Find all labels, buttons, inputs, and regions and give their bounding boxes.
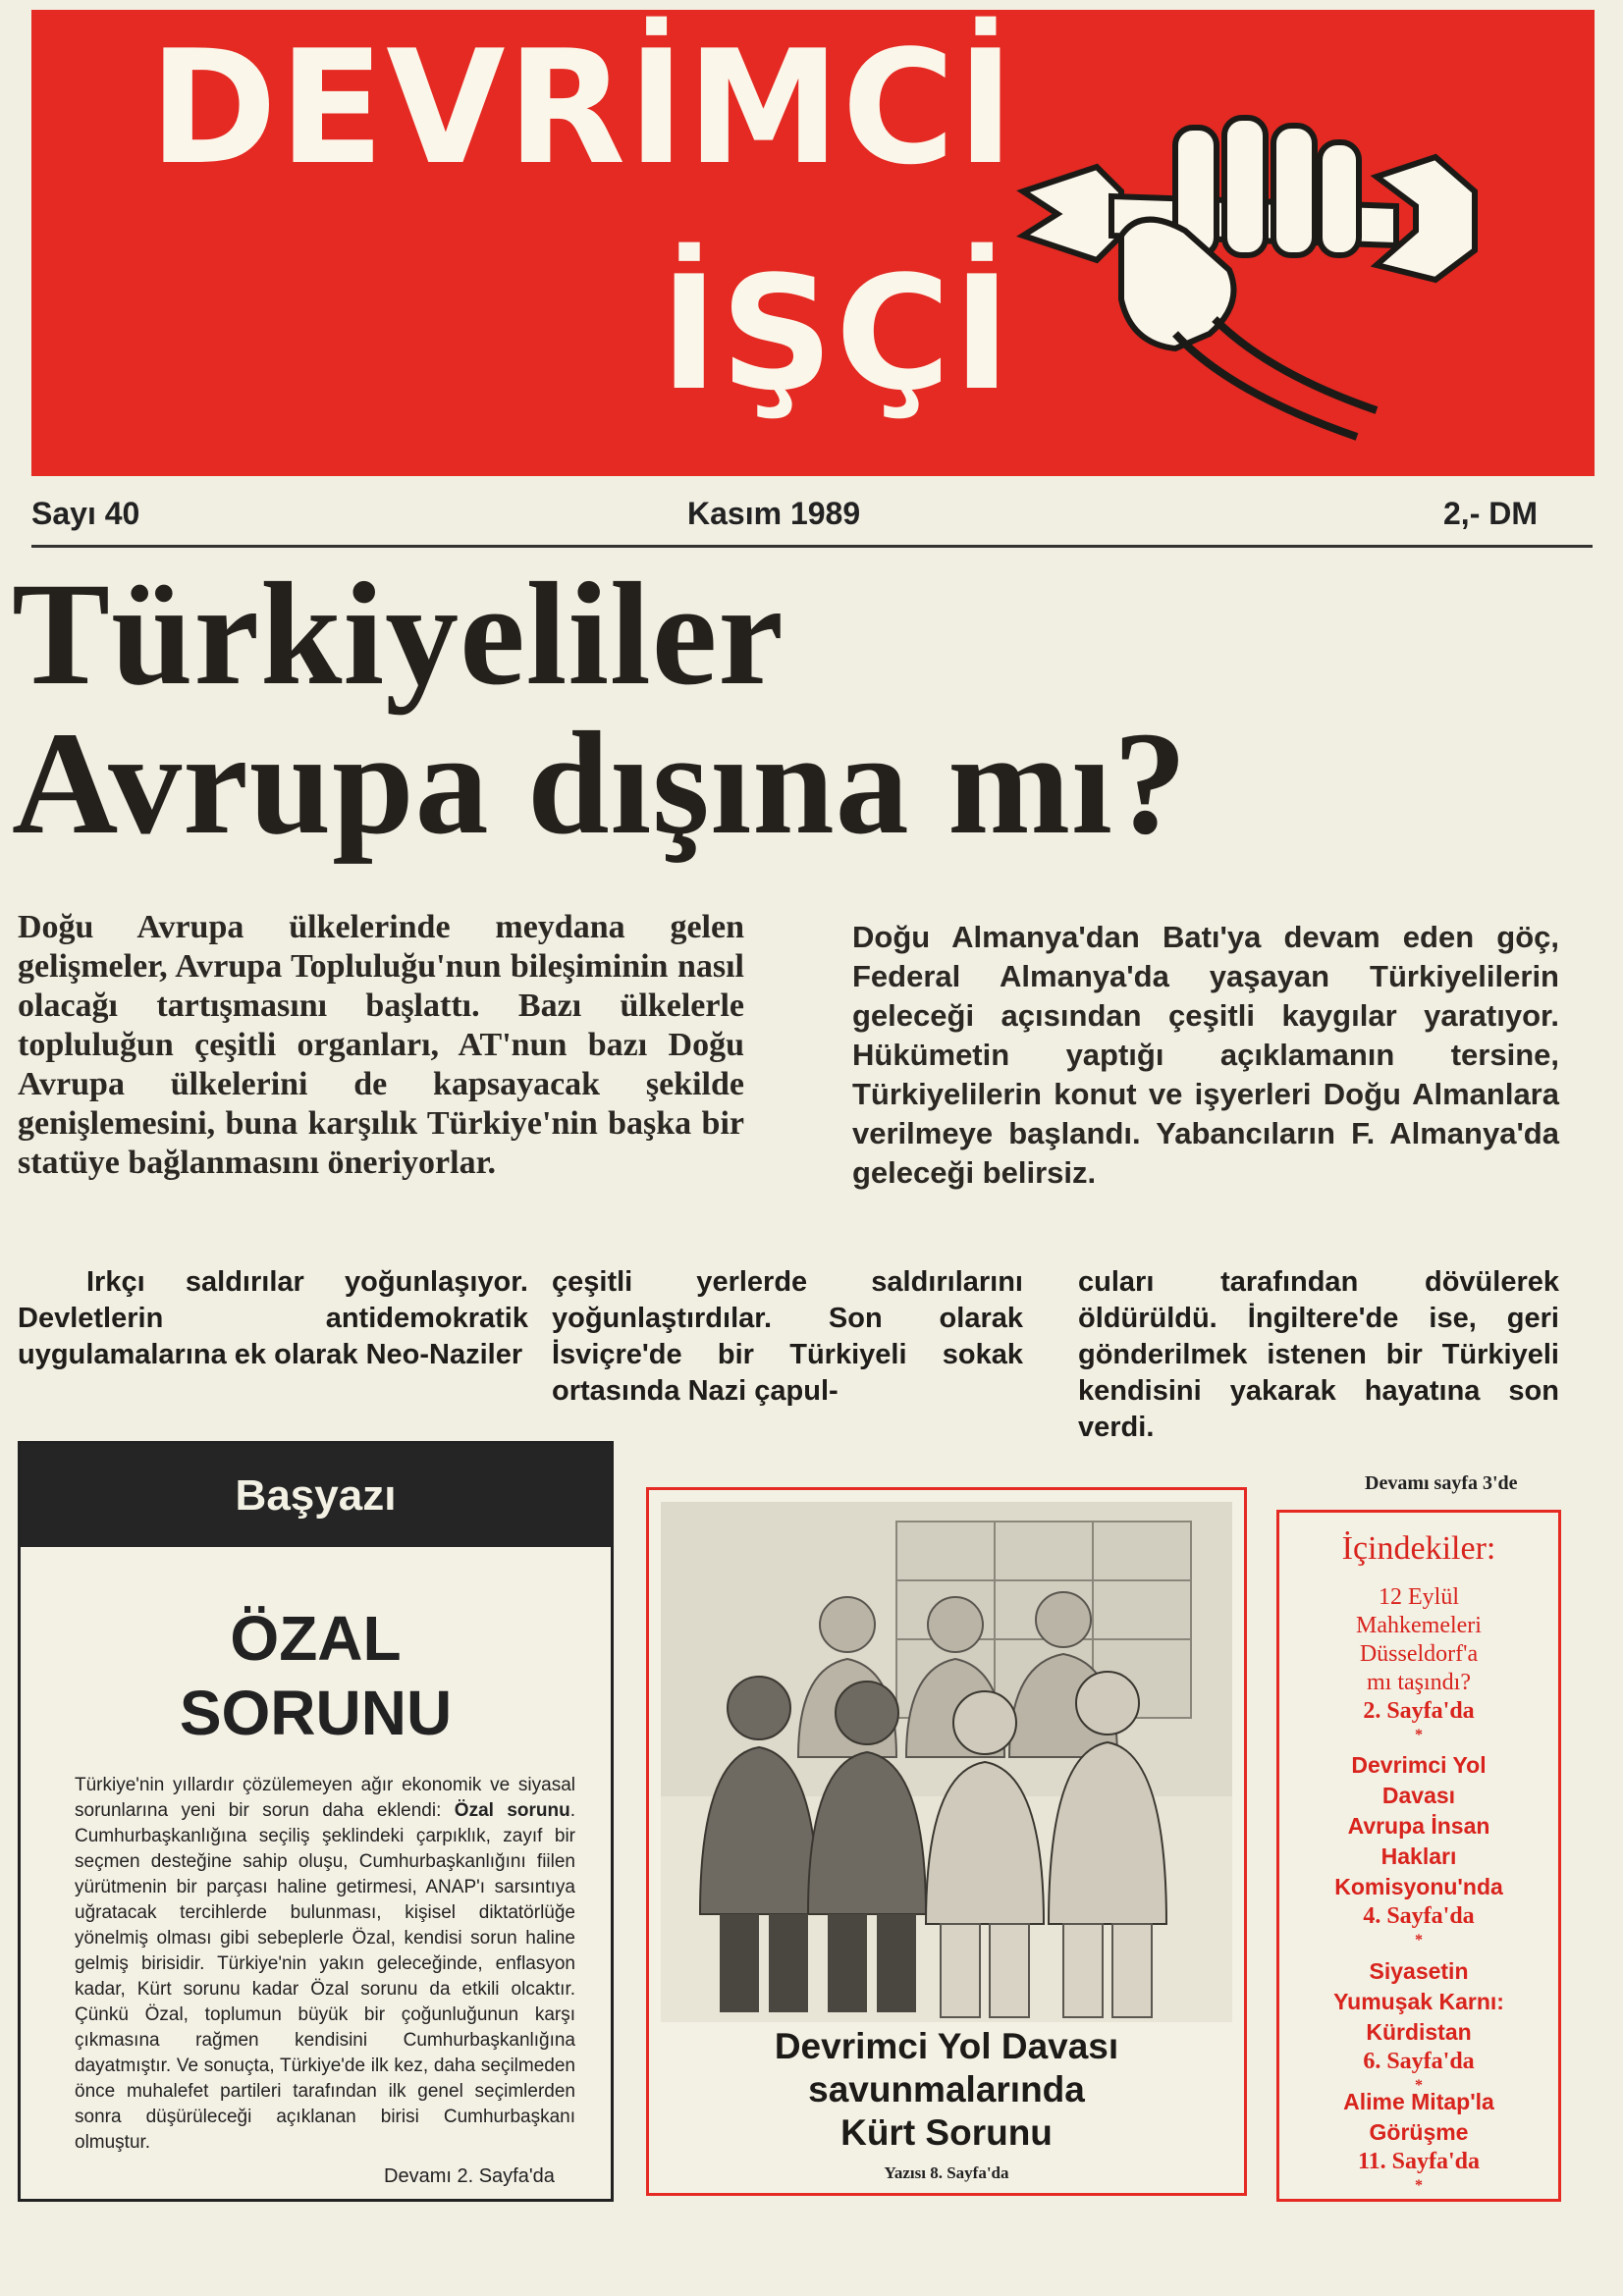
headline-line2: Avrupa dışına mı? [12,702,1188,865]
editorial-body-emphasis: Özal sorunu [454,1800,570,1821]
masthead-title-line2: İŞÇİ [660,241,1013,425]
main-headline [12,553,1288,865]
contents-separator: * [1415,1727,1423,1743]
contents-item-1 [1279,1583,1558,1745]
contents-item-line: Hakları [1380,1843,1457,1869]
contents-item-page: 6. Sayfa'da [1363,2049,1475,2074]
photo-feature-box [646,1487,1247,2196]
divider-rule [31,545,1593,548]
issue-number: Sayı 40 [31,496,140,531]
contents-item-line: Alime Mitap'la [1343,2089,1494,2114]
editorial-continued-note: Devamı 2. Sayfa'da [384,2165,555,2187]
lead-paragraph-right: Doğu Almanya'dan Batı'ya devam eden göç, Federal Almanya'da yaşayan Türkiyelilerin geleceği açısından çeşitli kaygılar yaratıyor. Hükümetin yaptığı açıklamanın tersine, Türkiyelilerin konut ve işyerleri Doğu Almanlara verilmeye başlandı. Yabancıların F. Almanya'da geleceği belirsiz. [852,920,1559,1190]
editorial-box [18,1441,614,2202]
contents-separator: * [1415,2077,1423,2094]
editorial-body [75,1773,575,2156]
contents-item-line: Yumuşak Karnı: [1333,1989,1504,2014]
masthead [31,10,1595,476]
contents-item-line: Kürdistan [1366,2019,1472,2045]
photo-caption-line3: Kürt Sorunu [840,2112,1053,2153]
editorial-title-line2: SORUNU [179,1678,453,1748]
contents-box [1276,1510,1561,2202]
photo-page-reference: Yazısı 8. Sayfa'da [884,2163,1009,2182]
story-column-2: çeşitli yerlerde saldırılarını yoğunlaştırdılar. Son olarak İsviçre'de bir Türkiyeli sokak ortasında Nazi çapul- [552,1266,1023,1407]
editorial-body-start: Türkiye'nin yıllardır çözülemeyen ağır ekonomik ve siyasal sorunlarına yeni bir sorun daha eklendi: [75,1775,575,1821]
photo-caption-line2: savunmalarında [808,2069,1085,2109]
headline-line1: Türkiyeliler [12,553,784,716]
contents-item-line: Mahkemeleri [1356,1613,1482,1638]
contents-item-4 [1279,2087,1558,2196]
story-column-3: cuları tarafından dövülerek öldürüldü. İngiltere'de ise, geri gönderilmek istenen bir Türkiyeli kendisini yakarak hayatına son verdi. [1078,1266,1559,1443]
contents-item-page: 2. Sayfa'da [1363,1698,1475,1724]
issue-date: Kasım 1989 [687,496,861,531]
contents-item-page: 11. Sayfa'da [1357,2149,1481,2174]
story-continued-note: Devamı sayfa 3'de [1365,1472,1518,1494]
contents-item-line: Devrimci Yol [1351,1752,1487,1778]
contents-item-page: 4. Sayfa'da [1363,1903,1475,1929]
contents-item-line: Komisyonu'nda [1334,1874,1503,1899]
masthead-title-line1: DEVRİMCİ [149,16,1016,199]
lead-paragraph-left: Doğu Avrupa ülkelerinde meydana gelen gelişmeler, Avrupa Topluluğu'nun bileşiminin nasıl olacağı tartışmasını başlattı. Bazı ülkelerle topluluğun çeşitli organları, AT'nun bazı Doğu Avrupa ülkelerini de kapsayacak şekilde genişlemesini, buna karşılık Türkiye'nin başka bir statüye bağlanmasını öneriyorlar. [18,909,744,1181]
contents-item-line: Davası [1381,1783,1456,1808]
group-photo-icon [661,1502,1232,2022]
editorial-body-rest: . Cumhurbaşkanlığına seçiliş şeklindeki çarpıklık, zayıf bir seçmen desteğine sahip oluşu, Cumhurbaşkanlığını fiilen yürütmenin bir parçası haline getirmesi, ANAP'ı sarsıntıya uğratacak tercihlerde bulunması, kişisel diktatörlüğe yönelmiş olması gibi sebeplerle Özal, kendisi sorun haline gelmiş birisidir. Türkiye'nin yakın geleceğinde, enflasyon kadar, Kürt sorunu kadar Özal sorunu da etkili olcaktır. Çünkü Özal, toplumun büyük bir çoğunluğunun karşı çıkmasına rağmen kendisini Cumhurbaşkanlığına dayatmıştır. Ve sonuçta, Türkiye'de ilk kez, daha seçilmeden önce muhalefet partileri tarafından ilk genel seçimlerden sonra düşürüleceği açıklanan birisi Cumhurbaşkanı olmuştur. [75,1800,576,2153]
photo-caption [649,2025,1244,2155]
contents-item-line: Avrupa İnsan [1347,1813,1490,1839]
contents-item-line: Görüşme [1369,2119,1469,2145]
photo-caption-line1: Devrimci Yol Davası [774,2026,1119,2066]
editorial-title [21,1601,611,1750]
contents-item-line: Siyasetin [1369,1958,1469,1984]
contents-item-3 [1279,1956,1558,2096]
issue-price: 2,- DM [1443,496,1538,531]
contents-title: İçindekiler: [1341,1530,1496,1567]
contents-separator: * [1415,1932,1423,1949]
contents-item-line: mı taşındı? [1367,1670,1471,1695]
contents-item-2 [1279,1750,1558,1950]
editorial-header: Başyazı [21,1444,611,1547]
editorial-title-line1: ÖZAL [230,1603,402,1674]
wrench-fist-logo-icon [1003,98,1494,461]
contents-item-line: Düsseldorf'a [1359,1641,1479,1667]
story-column-1: Irkçı saldırılar yoğunlaşıyor. Devletlerin antidemokratik uygulamalarına ek olarak Neo-Naziler [18,1266,528,1370]
contents-item-line: 12 Eylül [1379,1584,1459,1610]
contents-separator: * [1415,2177,1423,2194]
